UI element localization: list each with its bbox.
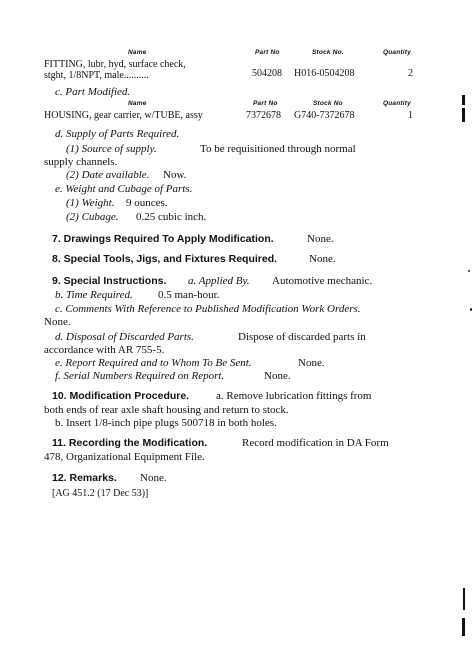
weight-value: 9 ounces. (126, 197, 168, 209)
weight-label: (1) Weight. (66, 197, 115, 209)
table1-row-part-no: 504208 (252, 68, 282, 79)
table2-header-quantity: Quantity (383, 100, 411, 107)
source-of-supply-label: (1) Source of supply. (66, 143, 157, 155)
table2-header-stock-no: Stock No (313, 100, 343, 107)
comments-value: None. (44, 316, 71, 328)
part-modified-heading: c. Part Modified. (55, 86, 131, 98)
section-10-title: 10. Modification Procedure. (52, 390, 190, 402)
scan-edge-mark (463, 588, 465, 610)
procedure-a-line1: a. Remove lubrication fittings from (216, 390, 372, 402)
cubage-label: (2) Cubage. (66, 211, 119, 223)
table1-row-name-line2: stght, 1/8NPT, male.......... (44, 70, 149, 81)
date-available-value: Now. (163, 169, 187, 181)
table2-row-name: HOUSING, gear carrier, w/TUBE, assy (44, 110, 203, 121)
applied-by-value: Automotive mechanic. (272, 275, 373, 287)
time-required-label: b. Time Required. (55, 289, 133, 301)
section-7-value: None. (307, 233, 334, 245)
recording-value-line1: Record modification in DA Form (242, 437, 389, 449)
table1-header-part-no: Part No (255, 49, 280, 56)
scan-edge-mark (462, 95, 465, 105)
scan-speck (470, 308, 472, 311)
report-required-label: e. Report Required and to Whom To Be Sent. (55, 357, 252, 369)
section-12-title: 12. Remarks. (52, 472, 117, 484)
report-required-value: None. (298, 357, 325, 369)
remarks-value: None. (140, 472, 167, 484)
table2-header-name: Name (128, 100, 147, 107)
section-9-title: 9. Special Instructions. (52, 275, 167, 287)
ag-reference: [AG 451.2 (17 Dec 53)] (52, 488, 149, 499)
supply-heading: d. Supply of Parts Required. (55, 128, 180, 140)
time-required-value: 0.5 man-hour. (158, 289, 220, 301)
table1-row-quantity: 2 (408, 68, 413, 79)
table2-row-quantity: 1 (408, 110, 413, 121)
section-11-title: 11. Recording the Modification. (52, 437, 208, 449)
cubage-value: 0.25 cubic inch. (136, 211, 207, 223)
table1-row-name-line1: FITTING, lubr, hyd, surface check, (44, 59, 186, 70)
table1-header-stock-no: Stock No. (312, 49, 344, 56)
scan-edge-mark (462, 618, 465, 636)
source-of-supply-value-cont: supply channels. (44, 156, 118, 168)
table1-row-stock-no: H016-0504208 (294, 68, 355, 79)
section-8-title: 8. Special Tools, Jigs, and Fixtures Required. (52, 253, 278, 265)
table1-header-name: Name (128, 49, 147, 56)
section-8-value: None. (309, 253, 336, 265)
scan-edge-mark (462, 108, 465, 122)
recording-value-line2: 478, Organizational Equipment File. (44, 451, 205, 463)
comments-label: c. Comments With Reference to Published Modification Work Orders. (55, 303, 361, 315)
disposal-value-line1: Dispose of discarded parts in (238, 331, 366, 343)
disposal-label: d. Disposal of Discarded Parts. (55, 331, 194, 343)
table2-row-part-no: 7372678 (246, 110, 281, 121)
disposal-value-line2: accordance with AR 755-5. (44, 344, 165, 356)
applied-by-label: a. Applied By. (188, 275, 250, 287)
procedure-a-line2: both ends of rear axle shaft housing and return to stock. (44, 404, 289, 416)
serial-numbers-label: f. Serial Numbers Required on Report. (55, 370, 225, 382)
date-available-label: (2) Date available. (66, 169, 150, 181)
serial-numbers-value: None. (264, 370, 291, 382)
source-of-supply-value: To be requisitioned through normal (200, 143, 356, 155)
table1-header-quantity: Quantity (383, 49, 411, 56)
table2-row-stock-no: G740-7372678 (294, 110, 355, 121)
table2-header-part-no: Part No (253, 100, 278, 107)
scan-speck (468, 270, 470, 272)
section-7-title: 7. Drawings Required To Apply Modification. (52, 233, 274, 245)
procedure-b: b. Insert 1/8-inch pipe plugs 500718 in both holes. (55, 417, 277, 429)
weight-cubage-heading: e. Weight and Cubage of Parts. (55, 183, 193, 195)
